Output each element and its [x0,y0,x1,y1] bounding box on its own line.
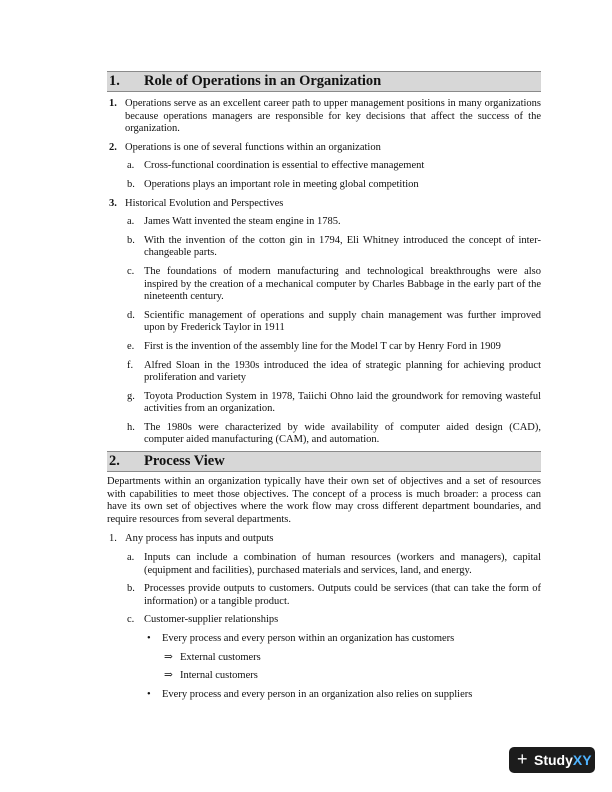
brand-name [534,752,592,768]
sub-label: d. [127,309,135,321]
item-text: Any process has inputs and outputs [125,533,274,545]
arrow-text: Internal customers [180,670,258,682]
sub-item [107,422,541,447]
sub-label: b. [127,178,135,190]
sub-item [107,310,541,335]
sub-label: c. [127,614,135,626]
sub-text: First is the invention of the assembly line for the Model T car by Henry Ford in 1909 [144,340,501,352]
sub-item [107,160,541,173]
bullet-text: Every process and every person within an organization has customers [162,633,455,644]
item-number: 1. [109,533,117,545]
item-text: Operations is one of several functions within an organization [125,141,381,153]
item-number: 3. [109,197,117,209]
sub-item [107,614,541,627]
studyxy-badge[interactable] [509,747,595,773]
sub-text: Customer-supplier relationships [144,614,279,626]
arrow-item [107,670,541,683]
list-item [107,198,541,211]
list-item [107,142,541,155]
plus-icon: + [517,749,528,769]
bullet-item [107,689,541,702]
arrow-icon: ⇒ [164,670,173,682]
section-2-heading [107,451,541,472]
item-text: Operations serve as an excellent career path to upper management positions in many organizations because operations managers are responsible for key decisions that affect the success of the organization. [125,98,541,135]
item-text: Historical Evolution and Perspectives [125,197,284,209]
section-title: Role of Operations in an Organization [144,73,382,89]
sub-text: Processes provide outputs to customers. Outputs could be services (that can take the form of information) or a tangible product. [144,583,541,607]
brand-part1: Study [534,752,573,768]
bullet-text: Every process and every person in an organization also relies on suppliers [162,688,473,700]
sub-text: James Watt invented the steam engine in 1785. [144,216,341,228]
sub-text: Toyota Production System in 1978, Taiichi Ohno laid the groundwork for removing wasteful activities from an organization. [144,390,541,415]
arrow-icon: ⇒ [164,651,173,663]
document-page [107,71,541,701]
sub-text: The 1980s were characterized by wide availability of computer aided design (CAD), computer aided manufacturing (CAM), and automation. [144,421,541,446]
bullet-item [107,633,541,646]
sub-label: a. [127,216,135,228]
list-item [107,98,541,136]
sub-item [107,391,541,416]
sub-text: With the invention of the cotton gin in 1794, Eli Whitney introduced the concept of inter-changeable parts. [144,234,541,259]
sub-item [107,583,541,608]
arrow-item [107,652,541,665]
bullet-icon: • [147,688,151,700]
section-number: 1. [109,73,120,89]
sub-text: The foundations of modern manufacturing and technological breakthroughs were also inspired by the creation of a mechanical computer by Charles Babbage in the early part of the nineteenth century. [144,265,541,303]
section-number: 2. [109,453,120,470]
sub-label: b. [127,234,135,246]
sub-item [107,235,541,260]
brand-part2: XY [572,752,592,768]
sub-item [107,179,541,192]
bullet-icon: • [147,633,151,644]
sub-item [107,216,541,229]
sub-text: Scientific management of operations and supply chain management was further improved upon by Frederick Taylor in 1911 [144,309,541,334]
section-1-heading [107,71,541,92]
sub-text: Operations plays an important role in meeting global competition [144,178,419,190]
sub-text: Inputs can include a combination of human resources (workers and managers), capital (equipment and facilities), purchased materials and services, land, and energy. [144,552,541,576]
arrow-text: External customers [180,651,261,663]
sub-label: a. [127,160,135,172]
sub-item [107,266,541,304]
sub-label: a. [127,552,135,564]
sub-item [107,552,541,577]
section-2-intro: Departments within an organization typically have their own set of objectives and a set of resources with capabilities to meet those objectives. The concept of a process is much broader: a process can have its own set of objectives where the work flow may cross different department boundaries, and require resources from several departments. [107,476,541,525]
sub-text: Alfred Sloan in the 1930s introduced the idea of strategic planning for achieving product proliferation and variety [144,359,541,384]
sub-label: g. [127,390,135,402]
sub-label: e. [127,340,135,352]
list-item [107,533,541,546]
sub-label: f. [127,359,134,371]
item-number: 1. [109,98,117,109]
sub-item [107,360,541,385]
sub-item [107,341,541,354]
sub-label: h. [127,421,135,433]
sub-label: b. [127,583,135,595]
item-number: 2. [109,141,117,153]
sub-label: c. [127,265,135,277]
sub-text: Cross-functional coordination is essential to effective management [144,160,425,172]
section-title: Process View [144,453,225,470]
